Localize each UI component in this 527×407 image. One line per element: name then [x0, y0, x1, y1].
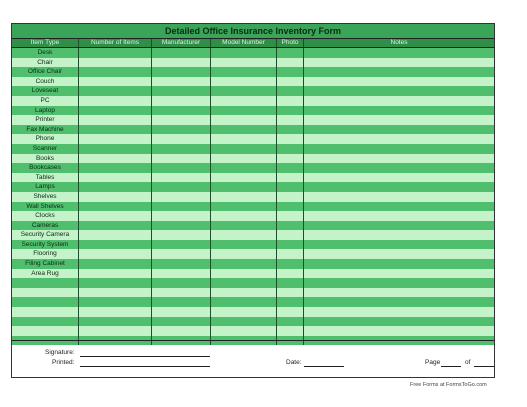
cell-notes[interactable]	[304, 173, 494, 183]
column-header-model-number: Model Number	[211, 39, 277, 47]
cell-number-of-items[interactable]	[79, 221, 152, 231]
table-row	[12, 317, 494, 327]
cell-notes[interactable]	[304, 163, 494, 173]
cell-photo[interactable]	[277, 230, 304, 240]
cell-number-of-items[interactable]	[79, 249, 152, 259]
cell-item-type: Desk	[12, 48, 79, 58]
cell-manufacturer[interactable]	[152, 173, 211, 183]
cell-number-of-items[interactable]	[79, 192, 152, 202]
date-label: Date:	[286, 359, 302, 366]
cell-item-type: Flooring	[12, 249, 79, 259]
table-row	[12, 307, 494, 317]
cell-model-number[interactable]	[211, 67, 277, 77]
cell-manufacturer[interactable]	[152, 115, 211, 125]
table-row	[12, 202, 494, 212]
cell-manufacturer[interactable]	[152, 154, 211, 164]
cell-model-number[interactable]	[211, 144, 277, 154]
cell-item-type: Security Camera	[12, 230, 79, 240]
cell-model-number[interactable]	[211, 211, 277, 221]
table-row	[12, 278, 494, 288]
cell-item-type	[12, 307, 79, 317]
cell-notes[interactable]	[304, 278, 494, 288]
table-row	[12, 173, 494, 183]
cell-number-of-items[interactable]	[79, 269, 152, 279]
cell-model-number[interactable]	[211, 134, 277, 144]
cell-item-type: Lamps	[12, 182, 79, 192]
cell-photo[interactable]	[277, 115, 304, 125]
cell-item-type: Chair	[12, 58, 79, 68]
cell-model-number[interactable]	[211, 125, 277, 135]
cell-model-number[interactable]	[211, 221, 277, 231]
cell-item-type: Office Chair	[12, 67, 79, 77]
cell-item-type: Tables	[12, 173, 79, 183]
cell-photo[interactable]	[277, 77, 304, 87]
cell-photo[interactable]	[277, 307, 304, 317]
table-row	[12, 249, 494, 259]
cell-item-type: Laptop	[12, 106, 79, 116]
cell-item-type	[12, 326, 79, 336]
cell-photo[interactable]	[277, 67, 304, 77]
table-row	[12, 48, 494, 58]
cell-item-type	[12, 297, 79, 307]
cell-model-number[interactable]	[211, 259, 277, 269]
cell-notes[interactable]	[304, 192, 494, 202]
cell-photo[interactable]	[277, 144, 304, 154]
cell-photo[interactable]	[277, 221, 304, 231]
table-row	[12, 211, 494, 221]
cell-notes[interactable]	[304, 182, 494, 192]
cell-manufacturer[interactable]	[152, 48, 211, 58]
cell-number-of-items[interactable]	[79, 230, 152, 240]
cell-number-of-items[interactable]	[79, 297, 152, 307]
cell-manufacturer[interactable]	[152, 221, 211, 231]
cell-item-type: Shelves	[12, 192, 79, 202]
cell-manufacturer[interactable]	[152, 230, 211, 240]
cell-manufacturer[interactable]	[152, 106, 211, 116]
cell-photo[interactable]	[277, 249, 304, 259]
cell-number-of-items[interactable]	[79, 182, 152, 192]
page-total-line[interactable]	[474, 366, 494, 367]
cell-item-type	[12, 278, 79, 288]
cell-photo[interactable]	[277, 154, 304, 164]
footer-divider	[12, 340, 494, 341]
cell-manufacturer[interactable]	[152, 144, 211, 154]
cell-model-number[interactable]	[211, 86, 277, 96]
cell-item-type: Wall Shelves	[12, 202, 79, 212]
cell-item-type: Scanner	[12, 144, 79, 154]
table-row	[12, 58, 494, 68]
cell-number-of-items[interactable]	[79, 326, 152, 336]
cell-notes[interactable]	[304, 134, 494, 144]
cell-manufacturer[interactable]	[152, 192, 211, 202]
column-header-photo: Photo	[277, 39, 304, 47]
cell-photo[interactable]	[277, 297, 304, 307]
cell-notes[interactable]	[304, 211, 494, 221]
cell-notes[interactable]	[304, 154, 494, 164]
cell-item-type: Loveseat	[12, 86, 79, 96]
cell-number-of-items[interactable]	[79, 259, 152, 269]
cell-item-type: Cameras	[12, 221, 79, 231]
cell-model-number[interactable]	[211, 249, 277, 259]
cell-item-type: Security System	[12, 240, 79, 250]
cell-model-number[interactable]	[211, 297, 277, 307]
cell-number-of-items[interactable]	[79, 288, 152, 298]
cell-number-of-items[interactable]	[79, 48, 152, 58]
cell-notes[interactable]	[304, 58, 494, 68]
cell-model-number[interactable]	[211, 58, 277, 68]
cell-notes[interactable]	[304, 307, 494, 317]
cell-number-of-items[interactable]	[79, 134, 152, 144]
table-row	[12, 163, 494, 173]
cell-photo[interactable]	[277, 173, 304, 183]
table-row	[12, 288, 494, 298]
cell-number-of-items[interactable]	[79, 278, 152, 288]
credit-text: Free Forms at FormsToGo.com	[410, 382, 487, 388]
cell-manufacturer[interactable]	[152, 259, 211, 269]
table-row	[12, 86, 494, 96]
column-header-manufacturer: Manufacturer	[152, 39, 211, 47]
cell-notes[interactable]	[304, 67, 494, 77]
cell-item-type: Printer	[12, 115, 79, 125]
cell-notes[interactable]	[304, 259, 494, 269]
printed-name-line[interactable]	[80, 366, 210, 367]
signature-line[interactable]	[80, 356, 210, 357]
cell-model-number[interactable]	[211, 154, 277, 164]
cell-number-of-items[interactable]	[79, 173, 152, 183]
cell-manufacturer[interactable]	[152, 249, 211, 259]
cell-number-of-items[interactable]	[79, 163, 152, 173]
cell-model-number[interactable]	[211, 202, 277, 212]
cell-model-number[interactable]	[211, 269, 277, 279]
cell-photo[interactable]	[277, 192, 304, 202]
page-label: Page	[425, 359, 441, 366]
column-header-item-type: Item Type	[12, 39, 79, 47]
table-row	[12, 67, 494, 77]
cell-notes[interactable]	[304, 288, 494, 298]
cell-item-type: Filing Cabinet	[12, 259, 79, 269]
cell-number-of-items[interactable]	[79, 96, 152, 106]
cell-photo[interactable]	[277, 134, 304, 144]
cell-notes[interactable]	[304, 77, 494, 87]
cell-model-number[interactable]	[211, 106, 277, 116]
cell-number-of-items[interactable]	[79, 307, 152, 317]
of-label: of	[465, 359, 471, 366]
cell-manufacturer[interactable]	[152, 182, 211, 192]
column-header-notes: Notes	[390, 39, 408, 46]
cell-model-number[interactable]	[211, 307, 277, 317]
cell-manufacturer[interactable]	[152, 86, 211, 96]
cell-item-type	[12, 317, 79, 327]
table-row	[12, 326, 494, 336]
cell-manufacturer[interactable]	[152, 202, 211, 212]
table-row	[12, 192, 494, 202]
cell-photo[interactable]	[277, 317, 304, 327]
cell-notes[interactable]	[304, 240, 494, 250]
cell-manufacturer[interactable]	[152, 288, 211, 298]
cell-number-of-items[interactable]	[79, 144, 152, 154]
table-row	[12, 96, 494, 106]
cell-photo[interactable]	[277, 58, 304, 68]
cell-manufacturer[interactable]	[152, 278, 211, 288]
page-number-line[interactable]	[441, 366, 461, 367]
cell-notes[interactable]	[304, 230, 494, 240]
cell-number-of-items[interactable]	[79, 211, 152, 221]
cell-model-number[interactable]	[211, 173, 277, 183]
cell-manufacturer[interactable]	[152, 307, 211, 317]
cell-number-of-items[interactable]	[79, 86, 152, 96]
cell-manufacturer[interactable]	[152, 297, 211, 307]
cell-model-number[interactable]	[211, 317, 277, 327]
cell-notes[interactable]	[304, 297, 494, 307]
cell-notes[interactable]	[304, 48, 494, 58]
table-row	[12, 134, 494, 144]
table-row	[12, 230, 494, 240]
cell-model-number[interactable]	[211, 326, 277, 336]
cell-model-number[interactable]	[211, 182, 277, 192]
cell-number-of-items[interactable]	[79, 125, 152, 135]
cell-item-type: Area Rug	[12, 269, 79, 279]
cell-manufacturer[interactable]	[152, 77, 211, 87]
cell-photo[interactable]	[277, 202, 304, 212]
cell-notes[interactable]	[304, 202, 494, 212]
cell-notes[interactable]	[304, 317, 494, 327]
table-row	[12, 240, 494, 250]
cell-photo[interactable]	[277, 182, 304, 192]
table-row	[12, 106, 494, 116]
cell-photo[interactable]	[277, 125, 304, 135]
cell-model-number[interactable]	[211, 48, 277, 58]
table-row	[12, 259, 494, 269]
cell-photo[interactable]	[277, 326, 304, 336]
cell-item-type: Fax Machine	[12, 125, 79, 135]
cell-number-of-items[interactable]	[79, 317, 152, 327]
cell-notes[interactable]	[304, 249, 494, 259]
cell-item-type: Bookcases	[12, 163, 79, 173]
cell-item-type: Books	[12, 154, 79, 164]
form-title-bar	[12, 24, 494, 39]
cell-manufacturer[interactable]	[152, 211, 211, 221]
cell-notes[interactable]	[304, 106, 494, 116]
inventory-table	[12, 48, 494, 345]
cell-manufacturer[interactable]	[152, 96, 211, 106]
cell-photo[interactable]	[277, 259, 304, 269]
cell-model-number[interactable]	[211, 96, 277, 106]
cell-photo[interactable]	[277, 48, 304, 58]
cell-item-type: Clocks	[12, 211, 79, 221]
cell-manufacturer[interactable]	[152, 317, 211, 327]
table-row	[12, 77, 494, 87]
cell-photo[interactable]	[277, 163, 304, 173]
signature-label: Signature:	[45, 349, 75, 356]
cell-number-of-items[interactable]	[79, 67, 152, 77]
cell-photo[interactable]	[277, 269, 304, 279]
cell-number-of-items[interactable]	[79, 115, 152, 125]
table-row	[12, 144, 494, 154]
cell-notes[interactable]	[304, 326, 494, 336]
cell-item-type: PC	[12, 96, 79, 106]
cell-photo[interactable]	[277, 278, 304, 288]
cell-number-of-items[interactable]	[79, 77, 152, 87]
form-title: Detailed Office Insurance Inventory Form	[164, 26, 342, 36]
cell-notes[interactable]	[304, 86, 494, 96]
cell-manufacturer[interactable]	[152, 58, 211, 68]
cell-manufacturer[interactable]	[152, 240, 211, 250]
cell-notes[interactable]	[304, 144, 494, 154]
table-row	[12, 221, 494, 231]
cell-number-of-items[interactable]	[79, 202, 152, 212]
cell-photo[interactable]	[277, 211, 304, 221]
cell-model-number[interactable]	[211, 230, 277, 240]
cell-manufacturer[interactable]	[152, 125, 211, 135]
cell-item-type: Phone	[12, 134, 79, 144]
cell-item-type: Couch	[12, 77, 79, 87]
column-header-number-of-items: Number of Items	[79, 39, 152, 47]
table-row	[12, 125, 494, 135]
table-row	[12, 154, 494, 164]
date-line[interactable]	[304, 366, 344, 367]
cell-notes[interactable]	[304, 269, 494, 279]
cell-notes[interactable]	[304, 96, 494, 106]
cell-notes[interactable]	[304, 221, 494, 231]
cell-number-of-items[interactable]	[79, 58, 152, 68]
table-header-row	[12, 39, 494, 48]
cell-model-number[interactable]	[211, 278, 277, 288]
cell-manufacturer[interactable]	[152, 269, 211, 279]
cell-notes[interactable]	[304, 115, 494, 125]
table-row	[12, 269, 494, 279]
cell-number-of-items[interactable]	[79, 240, 152, 250]
cell-notes[interactable]	[304, 125, 494, 135]
cell-photo[interactable]	[277, 240, 304, 250]
cell-photo[interactable]	[277, 288, 304, 298]
cell-model-number[interactable]	[211, 240, 277, 250]
cell-manufacturer[interactable]	[152, 326, 211, 336]
cell-manufacturer[interactable]	[152, 67, 211, 77]
table-row	[12, 182, 494, 192]
cell-manufacturer[interactable]	[152, 134, 211, 144]
cell-model-number[interactable]	[211, 288, 277, 298]
cell-number-of-items[interactable]	[79, 106, 152, 116]
cell-photo[interactable]	[277, 86, 304, 96]
cell-model-number[interactable]	[211, 115, 277, 125]
cell-model-number[interactable]	[211, 77, 277, 87]
printed-label: Printed:	[52, 359, 75, 366]
cell-photo[interactable]	[277, 96, 304, 106]
cell-model-number[interactable]	[211, 192, 277, 202]
cell-model-number[interactable]	[211, 163, 277, 173]
cell-manufacturer[interactable]	[152, 163, 211, 173]
table-row	[12, 297, 494, 307]
cell-number-of-items[interactable]	[79, 154, 152, 164]
cell-photo[interactable]	[277, 106, 304, 116]
table-row	[12, 115, 494, 125]
cell-item-type	[12, 288, 79, 298]
